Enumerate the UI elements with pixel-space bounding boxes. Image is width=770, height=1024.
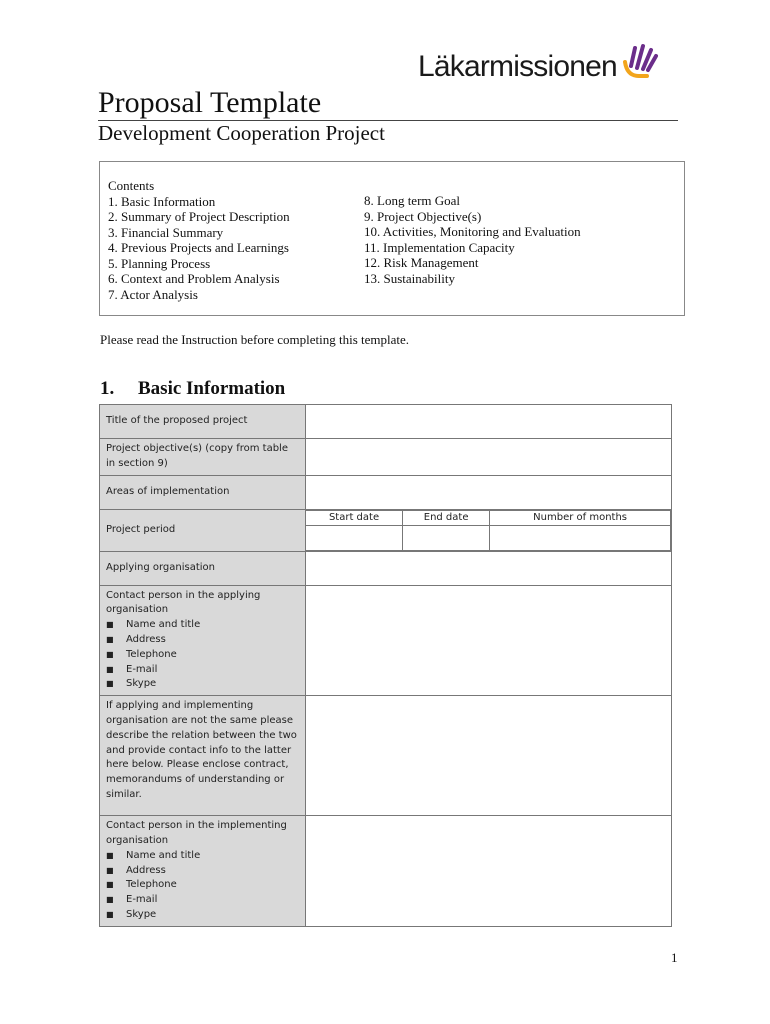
label-project-period: Project period: [100, 509, 306, 551]
start-date-field[interactable]: [306, 525, 403, 550]
contents-heading: Contents: [108, 178, 155, 193]
contact-applying-heading: Contact person in the applying organisation: [106, 589, 261, 616]
contents-item: 9. Project Objective(s): [364, 208, 482, 224]
contents-item: 13. Sustainability: [364, 270, 455, 286]
bullet-icon: ■: [106, 909, 114, 919]
list-item: ■ Name and title: [106, 849, 299, 864]
logo-text: Läkarmissionen: [418, 50, 617, 83]
contents-item: 2. Summary of Project Description: [108, 209, 290, 224]
project-period-subtable: [306, 510, 671, 551]
section-heading: [100, 378, 285, 400]
number-of-months-header: Number of months: [490, 510, 671, 525]
project-title-field[interactable]: [306, 405, 672, 439]
hands-logo-icon: [621, 42, 659, 80]
label-applying-organisation: Applying organisation: [100, 551, 306, 585]
list-item: ■ E-mail: [106, 663, 299, 678]
label-contact-implementing: [100, 816, 306, 927]
bullet-icon: ■: [106, 895, 114, 905]
label-relation: If applying and implementing organisation are not the same please describe the relation between the two and provide contact info to the latter here below. Please enclose contract, memorandums of understanding or similar.: [100, 696, 306, 816]
list-item: ■ Name and title: [106, 618, 299, 633]
document-title: Proposal Template: [98, 86, 322, 119]
label-contact-applying: [100, 585, 306, 696]
contents-box: [99, 161, 685, 316]
contents-item: 8. Long term Goal: [364, 193, 461, 208]
basic-information-table: [99, 404, 672, 927]
list-item: ■ E-mail: [106, 893, 299, 908]
start-date-header: Start date: [306, 510, 403, 525]
bullet-icon: ■: [106, 679, 114, 689]
contact-applying-field[interactable]: [306, 585, 672, 696]
project-objective-field[interactable]: [306, 439, 672, 476]
section-title: Basic Information: [138, 378, 286, 399]
contact-implementing-heading: Contact person in the implementing organisation: [106, 820, 287, 846]
section-number: 1.: [100, 378, 115, 399]
areas-of-implementation-field[interactable]: [306, 475, 672, 509]
bullet-icon: ■: [106, 880, 114, 890]
contents-item: 5. Planning Process: [108, 255, 211, 271]
bullet-icon: ■: [106, 649, 114, 659]
relation-field[interactable]: [306, 696, 672, 816]
label-project-objective: Project objective(s) (copy from table in section 9): [100, 439, 306, 476]
number-of-months-field[interactable]: [490, 525, 671, 550]
contact-implementing-field[interactable]: [306, 816, 672, 927]
contents-item: 7. Actor Analysis: [108, 286, 198, 302]
page-number: 1: [671, 950, 678, 965]
label-project-title: Title of the proposed project: [100, 405, 306, 439]
bullet-icon: ■: [106, 620, 114, 630]
project-period-cell: [306, 509, 672, 551]
contents-column-2: [364, 193, 581, 286]
list-item: ■ Telephone: [106, 648, 299, 663]
instruction-text: Please read the Instruction before completing this template.: [100, 332, 410, 347]
end-date-header: End date: [403, 510, 490, 525]
bullet-icon: ■: [106, 664, 114, 674]
contents-item: 11. Implementation Capacity: [364, 239, 515, 255]
logo: [418, 42, 659, 82]
end-date-field[interactable]: [403, 525, 490, 550]
list-item: ■ Skype: [106, 908, 299, 923]
contents-item: 10. Activities, Monitoring and Evaluation: [364, 224, 581, 239]
list-item: ■ Address: [106, 864, 299, 879]
applying-organisation-field[interactable]: [306, 551, 672, 585]
list-item: ■ Telephone: [106, 878, 299, 893]
list-item: ■ Address: [106, 633, 299, 648]
label-areas-of-implementation: Areas of implementation: [100, 475, 306, 509]
contents-column-1: [108, 178, 290, 302]
contents-item: 4. Previous Projects and Learnings: [108, 240, 289, 255]
contents-item: 6. Context and Problem Analysis: [108, 271, 280, 286]
contents-item: 1. Basic Information: [108, 193, 216, 209]
contents-item: 12. Risk Management: [364, 255, 479, 270]
list-item: ■ Skype: [106, 677, 299, 692]
bullet-icon: ■: [106, 634, 114, 644]
bullet-icon: ■: [106, 850, 114, 860]
bullet-icon: ■: [106, 865, 114, 875]
contents-item: 3. Financial Summary: [108, 224, 224, 240]
document-subtitle: Development Cooperation Project: [98, 121, 385, 145]
